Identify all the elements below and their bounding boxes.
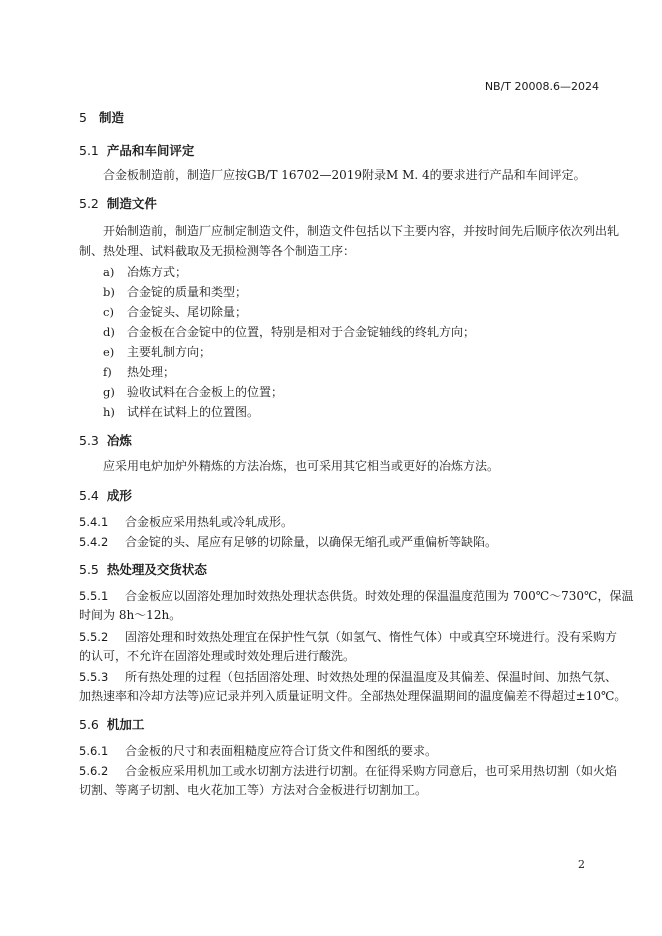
clause-5-4-2 xyxy=(79,533,497,550)
list-item-letter: b) xyxy=(103,285,115,299)
section-title: 机加工 xyxy=(106,717,145,732)
section-number: 5.5 xyxy=(79,562,99,577)
clause-5-4-1 xyxy=(79,513,293,530)
section-number: 5.1 xyxy=(79,143,99,158)
section-5-6-heading xyxy=(79,715,144,733)
list-item-letter: g) xyxy=(103,385,115,399)
list-item-text: 验收试料在合金板上的位置； xyxy=(127,385,284,399)
clause-5-5-3 xyxy=(79,668,617,685)
section-number: 5 xyxy=(79,110,87,125)
section-number: 5.4 xyxy=(79,488,99,503)
clause-5-6-1 xyxy=(79,742,437,759)
clause-number: 5.5.2 xyxy=(79,630,109,644)
list-item-text: 试样在试料上的位置图。 xyxy=(127,405,260,419)
clause-5-5-2 xyxy=(79,628,617,645)
list-item-letter: h) xyxy=(103,405,115,419)
standard-number: NB/T 20008.6—2024 xyxy=(484,80,599,93)
section-5-1-heading xyxy=(79,141,194,159)
paragraph-5-3: 应采用电炉加炉外精炼的方法冶炼，也可采用其它相当或更好的冶炼方法。 xyxy=(103,459,500,473)
clause-number: 5.5.1 xyxy=(79,589,109,603)
section-5-4-heading xyxy=(79,486,132,504)
clause-text: 合金板应采用热轧或冷轧成形。 xyxy=(125,515,294,529)
section-number: 5.2 xyxy=(79,196,99,211)
paragraph-5-2-line-2: 制、热处理、试料截取及无损检测等各个制造工序： xyxy=(79,244,356,258)
clause-text: 合金板应以固溶处理加时效热处理状态供货。时效处理的保温温度范围为 700℃～730℃，保温 xyxy=(125,589,634,603)
list-item xyxy=(103,283,247,300)
clause-5-5-1 xyxy=(79,587,633,604)
paragraph-5-1: 合金板制造前，制造厂应按GB/T 16702—2019附录M M. 4的要求进行产品和车间评定。 xyxy=(103,168,586,182)
list-item xyxy=(103,343,211,360)
list-item-letter: e) xyxy=(103,345,115,359)
page-number: 2 xyxy=(578,858,585,871)
section-5-2-heading xyxy=(79,194,157,212)
list-item-text: 合金锭头、尾切除量； xyxy=(127,305,248,319)
list-item-text: 主要轧制方向； xyxy=(127,345,212,359)
clause-5-6-2-cont: 切割、等离子切割、电火花加工等）方法对合金板进行切割加工。 xyxy=(79,783,428,797)
section-title: 热处理及交货状态 xyxy=(106,562,207,577)
clause-number: 5.4.1 xyxy=(79,515,109,529)
clause-number: 5.5.3 xyxy=(79,670,109,684)
clause-number: 5.6.1 xyxy=(79,744,109,758)
section-5-heading xyxy=(79,108,124,126)
list-item-text: 合金锭的质量和类型； xyxy=(127,285,248,299)
list-item-text: 热处理； xyxy=(127,365,176,379)
clause-text: 合金板应采用机加工或水切割方法进行切割。在征得采购方同意后，也可采用热切割（如火焰 xyxy=(125,764,618,778)
section-5-3-heading xyxy=(79,431,132,449)
section-title: 产品和车间评定 xyxy=(106,143,195,158)
list-item-letter: f) xyxy=(103,365,112,379)
clause-5-6-2 xyxy=(79,762,617,779)
section-title: 制造文件 xyxy=(106,196,157,211)
clause-text: 所有热处理的过程（包括固溶处理、时效热处理的保温温度及其偏差、保温时间、加热气氛、 xyxy=(125,670,618,684)
clause-text: 固溶处理和时效热处理宜在保护性气氛（如氢气、惰性气体）中或真空环境进行。没有采购方 xyxy=(125,630,618,644)
list-item xyxy=(103,383,283,400)
clause-number: 5.6.2 xyxy=(79,764,109,778)
clause-5-5-3-cont: 加热速率和冷却方法等)应记录并列入质量证明文件。全部热处理保温期间的温度偏差不得超过±10℃。 xyxy=(79,689,627,703)
section-title: 成形 xyxy=(106,488,132,503)
list-item xyxy=(103,263,187,280)
clause-5-5-1-cont: 时间为 8h～12h。 xyxy=(79,608,182,622)
list-item xyxy=(103,303,247,320)
paragraph-5-2-line-1: 开始制造前，制造厂应制定制造文件，制造文件包括以下主要内容，并按时间先后顺序依次列出轧 xyxy=(103,224,620,238)
section-title: 冶炼 xyxy=(106,433,132,448)
list-item xyxy=(103,403,259,420)
list-item-text: 冶炼方式； xyxy=(127,265,188,279)
clause-text: 合金板的尺寸和表面粗糙度应符合订货文件和图纸的要求。 xyxy=(125,744,438,758)
list-item-letter: c) xyxy=(103,305,114,319)
clause-text: 合金锭的头、尾应有足够的切除量，以确保无缩孔或严重偏析等缺陷。 xyxy=(125,535,498,549)
clause-5-5-2-cont: 的认可，不允许在固溶处理或时效处理后进行酸洗。 xyxy=(79,649,356,663)
list-item-letter: a) xyxy=(103,265,115,279)
list-item xyxy=(103,323,475,340)
section-number: 5.3 xyxy=(79,433,99,448)
list-item-text: 合金板在合金锭中的位置，特别是相对于合金锭轴线的终轧方向； xyxy=(127,325,476,339)
section-number: 5.6 xyxy=(79,717,99,732)
list-item xyxy=(103,363,175,380)
section-title: 制造 xyxy=(98,110,124,125)
clause-number: 5.4.2 xyxy=(79,535,109,549)
list-item-letter: d) xyxy=(103,325,115,339)
section-5-5-heading xyxy=(79,560,207,578)
